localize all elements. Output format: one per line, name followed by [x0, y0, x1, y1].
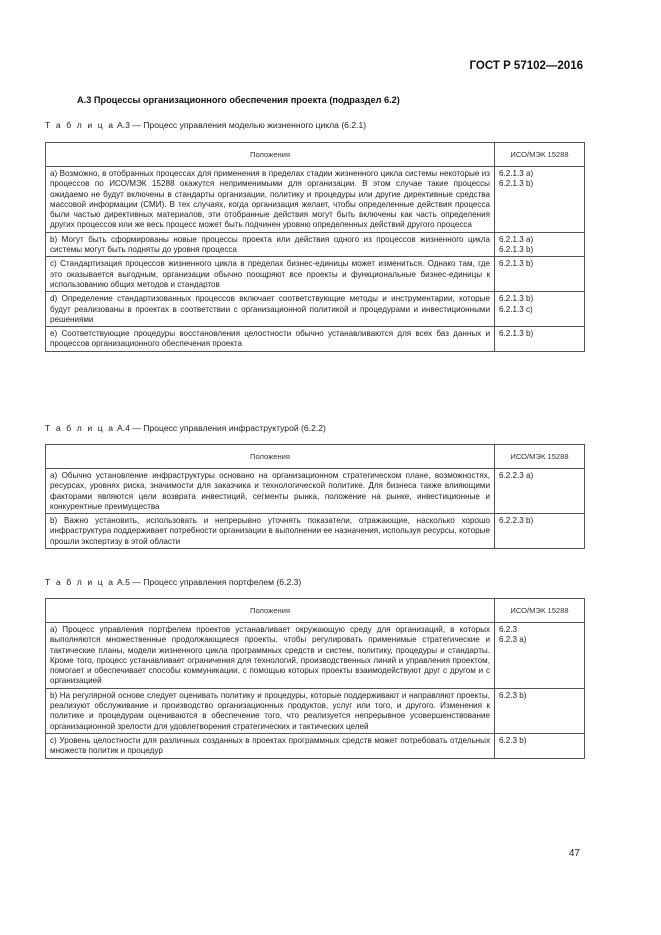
- ref-line: 6.2.2.3 а): [499, 471, 534, 480]
- row-text: d) Определение стандартизованных процессов включает соответствующие методы и инструментарии, которые будут реализованы в проектах в соответствии с организационной политикой и процедурами и инвестиционными решениями: [46, 292, 495, 327]
- column-header-iso: ИСО/МЭК 15288: [495, 445, 585, 469]
- table-caption-a3: [45, 120, 366, 130]
- row-ref: [495, 469, 585, 514]
- row-text: b) Могут быть сформированы новые процессы проекта или действия одного из процессов жизненного цикла системы могут быть подняты до уровня процесса: [46, 232, 495, 257]
- caption-word: Т а б л и ц а: [45, 577, 115, 587]
- ref-line: 6.2.1.3 b): [499, 179, 534, 189]
- caption-text: А.4 — Процесс управления инфраструктурой (6.2.2): [116, 423, 326, 433]
- row-text: а) Обычно установление инфраструктуры основано на организационном стратегическом плане, возможностях, ресурсах, уровнях риска, значимости для заказчика и технологической политике. Для бизнеса также влияющими факторами являются цели возврата инвестиций, сегменты рынка, положение на рынке, инвестиционные и конкурентные преимущества: [46, 469, 495, 514]
- row-text: b) Важно установить, использовать и непрерывно уточнять показатели, отражающие, насколько хорошо инфраструктура поддерживает потребности организации в выполнении ее назначения, используя ресурсы, которые прошли экспертизу в этой области: [46, 514, 495, 549]
- ref-line: 6.2.1.3 b): [499, 245, 534, 255]
- ref-line: 6.2.3 а): [499, 635, 527, 645]
- row-ref: [495, 623, 585, 689]
- table-a5: [45, 598, 585, 759]
- table-row: [46, 733, 585, 758]
- table-a4: [45, 444, 585, 549]
- ref-line: 6.2.3 b): [499, 690, 527, 700]
- column-header-iso: ИСО/МЭК 15288: [495, 599, 585, 623]
- table-caption-a4: [45, 423, 326, 433]
- ref-line: 6.2.1.3 а): [499, 234, 534, 244]
- row-text: е) Соответствующие процедуры восстановления целостности обычно устанавливаются для всех баз данных и процессов организационного обеспечения проекта: [46, 327, 495, 352]
- table-header-row: [46, 143, 585, 167]
- row-ref: [495, 733, 585, 758]
- table-header-row: [46, 599, 585, 623]
- table-a3: [45, 142, 585, 352]
- row-ref: [495, 514, 585, 549]
- row-ref: [495, 257, 585, 292]
- page-number: 47: [568, 848, 580, 859]
- ref-line: 6.2.2.3 b): [499, 516, 534, 526]
- row-ref: [495, 292, 585, 327]
- row-ref: [495, 688, 585, 733]
- ref-line: 6.2.1.3 с): [499, 304, 533, 314]
- caption-text: А.3 — Процесс управления моделью жизненного цикла (6.2.1): [116, 120, 367, 130]
- table-row: [46, 167, 585, 233]
- table-header-row: [46, 445, 585, 469]
- table-row: [46, 327, 585, 352]
- row-ref: [495, 232, 585, 257]
- row-text: а) Возможно, в отобранных процессах для применения в пределах стадии жизненного цикла системы некоторые из процессов по ИСО/МЭК 15288 окажутся неприменимыми для организации. В этом случае такие процессы ожидаемо не будут включены в стандарты организации, политику и процедуры или другие директивные средства массовой информации (СМИ). В тех случаях, когда организация желает, чтобы определенные действия процесса были частью директивных материалов, эти отобранные действия могут быть включены как часть определения других процессов или же весь процесс может быть подчинен уровню определенных действий другого процесса: [46, 167, 495, 233]
- standard-header: ГОСТ Р 57102—2016: [469, 60, 583, 72]
- ref-line: 6.2.1.3 b): [499, 259, 534, 269]
- ref-line: 6.2.3: [499, 625, 518, 634]
- row-text: b) На регулярной основе следует оценивать политику и процедуры, которые поддерживают и направляют проекты, реализуют обслуживание и производство организационных продуктов, услуг или того, и другого. Изменения к политике и процедурам оцениваются в обеспечение того, что реализуется непрерывное усовершенствование организационной зрелости для удовлетворения стратегических и тактических целей: [46, 688, 495, 733]
- table-row: [46, 257, 585, 292]
- row-ref: [495, 327, 585, 352]
- ref-line: 6.2.1.3 а): [499, 169, 534, 178]
- ref-line: 6.2.1.3 b): [499, 329, 534, 339]
- caption-text: А.5 — Процесс управления портфелем (6.2.3): [116, 577, 302, 587]
- table-row: [46, 292, 585, 327]
- column-header-provisions: Положения: [46, 445, 495, 469]
- caption-word: Т а б л и ц а: [45, 120, 115, 130]
- table-row: [46, 469, 585, 514]
- row-text: а) Процесс управления портфелем проектов устанавливает окружающую среду для организаций, в которых выполняются множественные продолжающиеся проекты, чтобы регулировать применимые стратегические и тактические планы, модели жизненного цикла программных средств и систем, политику, процедуры и стандарты. Кроме того, процесс устанавливает ограничения для технологий, производственных линий и управления проектом, помогает и обеспечивает способы коммуникации, с помощью которых проекты взаимодействуют друг с другом и с организацией: [46, 623, 495, 689]
- table-row: [46, 232, 585, 257]
- caption-word: Т а б л и ц а: [45, 423, 115, 433]
- table-caption-a5: [45, 577, 301, 587]
- column-header-iso: ИСО/МЭК 15288: [495, 143, 585, 167]
- ref-line: 6.2.3 b): [499, 735, 527, 745]
- column-header-provisions: Положения: [46, 599, 495, 623]
- table-row: [46, 688, 585, 733]
- column-header-provisions: Положения: [46, 143, 495, 167]
- table-row: [46, 623, 585, 689]
- ref-line: 6.2.1.3 b): [499, 294, 534, 304]
- row-text: с) Стандартизация процессов жизненного цикла в пределах бизнес-единицы может измениться. Однако там, где это оказывается выгодным, организации обычно поощряют все проекты и функциональные бизнес-единицы к использованию общих методов и стандартов: [46, 257, 495, 292]
- row-text: с) Уровень целостности для различных созданных в проектах программных средств может потребовать отдельных множеств политик и процедур: [46, 733, 495, 758]
- table-row: [46, 514, 585, 549]
- row-ref: [495, 167, 585, 233]
- section-title: А.3 Процессы организационного обеспечения проекта (подраздел 6.2): [77, 95, 400, 105]
